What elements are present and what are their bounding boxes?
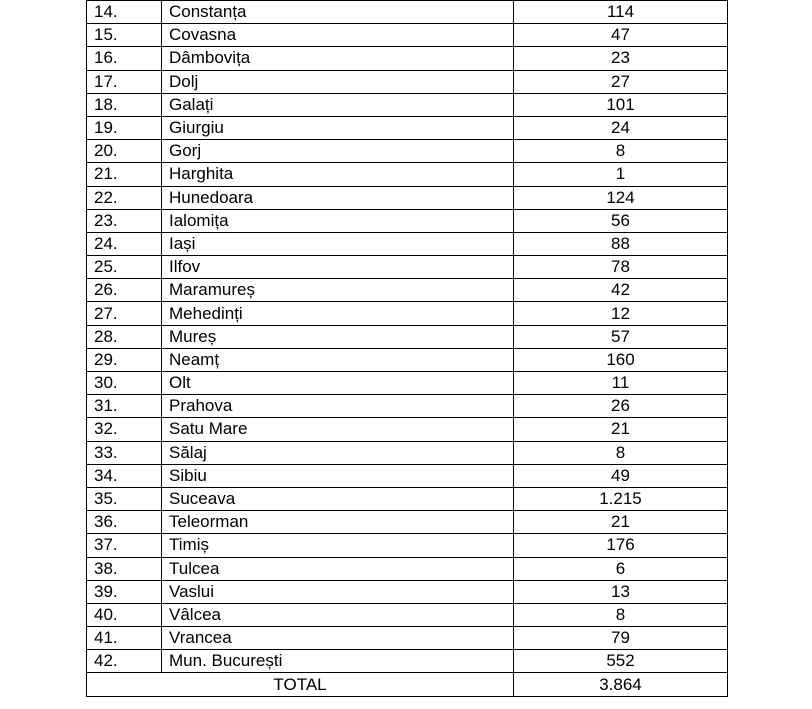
total-row (87, 673, 728, 696)
county-name: Ialomița (162, 209, 514, 232)
county-name: Neamț (162, 348, 514, 371)
table-row (87, 279, 728, 302)
county-name: Maramureș (162, 279, 514, 302)
table-row (87, 418, 728, 441)
county-value: 1 (514, 163, 728, 186)
row-number: 15. (87, 24, 162, 47)
county-name: Prahova (162, 395, 514, 418)
county-name: Harghita (162, 163, 514, 186)
row-number: 19. (87, 116, 162, 139)
table-row (87, 603, 728, 626)
row-number: 27. (87, 302, 162, 325)
county-name: Vâlcea (162, 603, 514, 626)
row-number: 33. (87, 441, 162, 464)
total-value: 3.864 (514, 673, 728, 696)
total-label: TOTAL (87, 673, 514, 696)
table-row (87, 47, 728, 70)
table-row (87, 256, 728, 279)
table-row (87, 372, 728, 395)
county-name: Satu Mare (162, 418, 514, 441)
table-row (87, 441, 728, 464)
table-row (87, 487, 728, 510)
row-number: 30. (87, 372, 162, 395)
row-number: 25. (87, 256, 162, 279)
table-row (87, 580, 728, 603)
table-row (87, 93, 728, 116)
table-row (87, 209, 728, 232)
county-name: Ilfov (162, 256, 514, 279)
county-value: 26 (514, 395, 728, 418)
county-name: Constanța (162, 1, 514, 24)
county-name: Hunedoara (162, 186, 514, 209)
county-name: Giurgiu (162, 116, 514, 139)
county-value: 23 (514, 47, 728, 70)
table-row (87, 557, 728, 580)
county-value: 101 (514, 93, 728, 116)
row-number: 23. (87, 209, 162, 232)
row-number: 34. (87, 464, 162, 487)
row-number: 22. (87, 186, 162, 209)
county-name: Gorj (162, 140, 514, 163)
row-number: 20. (87, 140, 162, 163)
table-row (87, 627, 728, 650)
county-value: 47 (514, 24, 728, 47)
county-name: Mun. București (162, 650, 514, 673)
county-value: 6 (514, 557, 728, 580)
row-number: 42. (87, 650, 162, 673)
row-number: 40. (87, 603, 162, 626)
county-value: 49 (514, 464, 728, 487)
county-value: 1.215 (514, 487, 728, 510)
row-number: 37. (87, 534, 162, 557)
county-name: Vrancea (162, 627, 514, 650)
row-number: 39. (87, 580, 162, 603)
row-number: 32. (87, 418, 162, 441)
county-value: 56 (514, 209, 728, 232)
county-name: Galați (162, 93, 514, 116)
row-number: 28. (87, 325, 162, 348)
county-value: 8 (514, 603, 728, 626)
county-name: Sibiu (162, 464, 514, 487)
row-number: 41. (87, 627, 162, 650)
county-table (86, 0, 728, 697)
county-value: 176 (514, 534, 728, 557)
table-row (87, 1, 728, 24)
county-table-container (86, 0, 727, 697)
county-value: 78 (514, 256, 728, 279)
county-value: 114 (514, 1, 728, 24)
county-name: Mureș (162, 325, 514, 348)
county-name: Sălaj (162, 441, 514, 464)
row-number: 26. (87, 279, 162, 302)
row-number: 18. (87, 93, 162, 116)
table-row (87, 511, 728, 534)
county-value: 27 (514, 70, 728, 93)
county-name: Covasna (162, 24, 514, 47)
county-value: 160 (514, 348, 728, 371)
county-name: Dolj (162, 70, 514, 93)
row-number: 35. (87, 487, 162, 510)
county-value: 11 (514, 372, 728, 395)
county-name: Olt (162, 372, 514, 395)
county-name: Timiș (162, 534, 514, 557)
table-row (87, 534, 728, 557)
county-value: 12 (514, 302, 728, 325)
table-row (87, 232, 728, 255)
table-row (87, 116, 728, 139)
county-value: 552 (514, 650, 728, 673)
county-name: Dâmbovița (162, 47, 514, 70)
table-row (87, 464, 728, 487)
table-row (87, 650, 728, 673)
county-value: 13 (514, 580, 728, 603)
row-number: 31. (87, 395, 162, 418)
county-name: Teleorman (162, 511, 514, 534)
table-row (87, 70, 728, 93)
row-number: 21. (87, 163, 162, 186)
county-value: 42 (514, 279, 728, 302)
table-row (87, 302, 728, 325)
county-value: 21 (514, 418, 728, 441)
row-number: 17. (87, 70, 162, 93)
table-row (87, 348, 728, 371)
county-name: Suceava (162, 487, 514, 510)
county-value: 8 (514, 441, 728, 464)
table-row (87, 395, 728, 418)
row-number: 16. (87, 47, 162, 70)
row-number: 29. (87, 348, 162, 371)
county-name: Mehedinți (162, 302, 514, 325)
county-name: Tulcea (162, 557, 514, 580)
table-row (87, 163, 728, 186)
county-name: Iași (162, 232, 514, 255)
row-number: 14. (87, 1, 162, 24)
row-number: 38. (87, 557, 162, 580)
table-row (87, 140, 728, 163)
county-value: 57 (514, 325, 728, 348)
county-value: 88 (514, 232, 728, 255)
county-value: 124 (514, 186, 728, 209)
table-row (87, 24, 728, 47)
row-number: 36. (87, 511, 162, 534)
row-number: 24. (87, 232, 162, 255)
county-value: 79 (514, 627, 728, 650)
county-name: Vaslui (162, 580, 514, 603)
table-body (87, 1, 728, 673)
county-value: 8 (514, 140, 728, 163)
county-value: 24 (514, 116, 728, 139)
table-row (87, 325, 728, 348)
county-value: 21 (514, 511, 728, 534)
table-row (87, 186, 728, 209)
